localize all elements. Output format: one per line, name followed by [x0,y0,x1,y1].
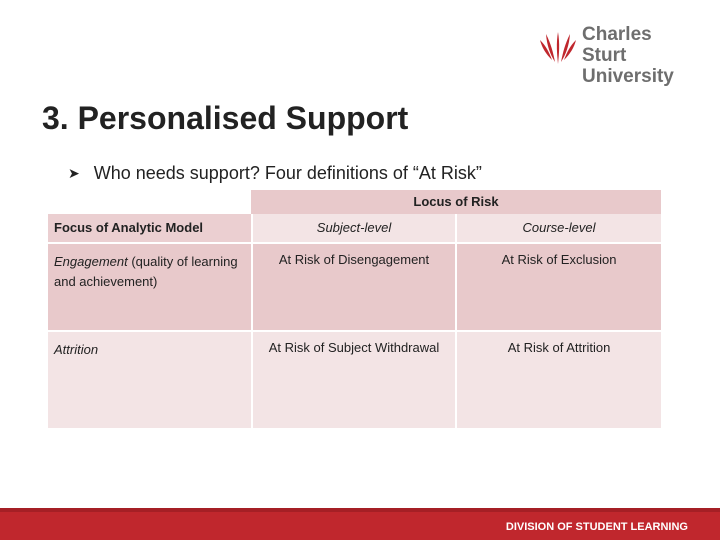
bullet-item [68,163,482,184]
table-cell-subject: At Risk of Disengagement [251,242,455,330]
bullet-text: Who needs support? Four definitions of “At Risk” [93,163,482,183]
table-row-focus [48,330,251,428]
logo-wordmark [582,24,700,87]
at-risk-table [48,190,661,428]
course-level-header: Course-level [455,214,661,242]
locus-header: Locus of Risk [251,190,661,214]
subject-level-header: Subject-level [251,214,455,242]
waratah-flower-icon [540,26,576,66]
table-corner [48,190,251,214]
footer-bar [0,508,720,540]
table-row-focus [48,242,251,330]
table-cell-course: At Risk of Attrition [455,330,661,428]
table-cell-subject: At Risk of Subject Withdrawal [251,330,455,428]
focus-header: Focus of Analytic Model [48,214,251,242]
arrow-bullet-icon: ➤ [68,165,80,181]
slide-title: 3. Personalised Support [42,100,409,136]
footer-strip [0,508,720,512]
table-cell-course: At Risk of Exclusion [455,242,661,330]
focus-detail: (quality of learning and achievement) [54,254,238,289]
logo-line-2: University [582,66,674,87]
focus-label: Attrition [54,342,99,357]
logo-line-1: Charles Sturt [582,24,652,66]
footer-label: DIVISION OF STUDENT LEARNING [505,521,688,533]
focus-label: Engagement [54,254,128,269]
csu-logo [540,24,700,87]
